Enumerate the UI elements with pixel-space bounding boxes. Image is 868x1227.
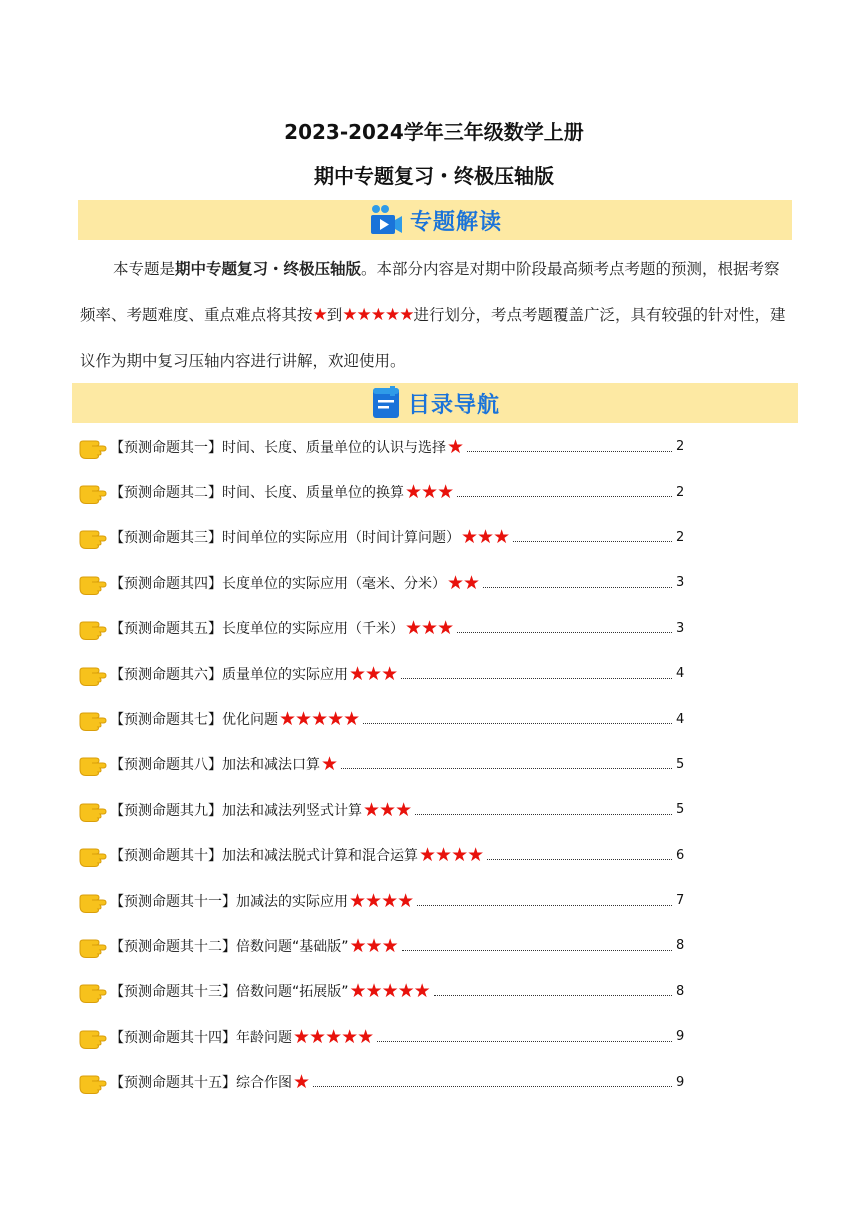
intro-bold-text: 期中专题复习・终极压轴版 — [175, 260, 362, 278]
intro-text-4: 进行划分，考点考题覆盖广泛，具有较强的针对性，建议作为期中复习压轴内容进行讲解，欢迎使用。 — [80, 306, 786, 370]
toc-item[interactable] — [78, 606, 688, 651]
intro-text-3: 到 — [326, 306, 343, 324]
pointing-hand-icon — [78, 798, 108, 822]
dot-leader — [434, 994, 672, 996]
toc-item[interactable] — [78, 878, 688, 923]
toc-page-number: 8 — [676, 983, 685, 999]
intro-paragraph — [80, 246, 790, 384]
toc-page-number: 7 — [676, 893, 685, 909]
dot-leader — [467, 450, 672, 452]
pointing-hand-icon — [78, 435, 108, 459]
intro-text-2: 。本部分内容是对期中阶段最高频考点考题的预测，根据考察频率、考题难度、重点难点将其按 — [80, 260, 780, 324]
toc-item-title: 【预测命题其二】时间、长度、质量单位的换算 — [110, 485, 404, 502]
pointing-hand-icon — [78, 662, 108, 686]
dot-leader — [457, 631, 672, 633]
dot-leader — [401, 677, 672, 679]
pointing-hand-icon — [78, 1025, 108, 1049]
pointing-hand-icon — [78, 752, 108, 776]
toc-item[interactable] — [78, 1014, 688, 1059]
toc-item[interactable] — [78, 469, 688, 514]
star-rating: ★★★★ — [349, 889, 414, 912]
pointing-hand-icon — [78, 889, 108, 913]
toc-page-number: 2 — [676, 529, 685, 545]
video-camera-icon — [368, 202, 404, 238]
dot-leader — [483, 586, 672, 588]
pointing-hand-icon — [78, 571, 108, 595]
star-rating-max: ★★★★★ — [342, 305, 414, 325]
toc-page-number: 3 — [676, 575, 685, 591]
intro-text-1: 本专题是 — [113, 260, 176, 278]
toc-page-number: 9 — [676, 1074, 685, 1090]
pointing-hand-icon — [78, 480, 108, 504]
star-rating: ★ — [293, 1071, 310, 1094]
toc-page-number: 2 — [676, 439, 685, 455]
toc-item[interactable] — [78, 1059, 688, 1104]
toc-item-title: 【预测命题其十二】倍数问题“基础版” — [110, 938, 349, 955]
toc-page-number: 6 — [676, 847, 685, 863]
pointing-hand-icon — [78, 616, 108, 640]
document-subtitle: 期中专题复习・终极压轴版 — [314, 164, 554, 188]
toc-item[interactable] — [78, 424, 688, 469]
toc-item-title: 【预测命题其十五】综合作图 — [110, 1075, 292, 1092]
toc-item[interactable] — [78, 833, 688, 878]
toc-item[interactable] — [78, 742, 688, 787]
toc-item[interactable] — [78, 923, 688, 968]
star-rating: ★★★ — [461, 526, 510, 549]
toc-item[interactable] — [78, 560, 688, 605]
dot-leader — [363, 722, 672, 724]
toc-page-number: 5 — [676, 756, 685, 772]
toc-item-title: 【预测命题其六】质量单位的实际应用 — [110, 666, 348, 683]
dot-leader — [417, 904, 672, 906]
star-rating: ★★★★ — [419, 844, 484, 867]
pointing-hand-icon — [78, 707, 108, 731]
toc-item-title: 【预测命题其一】时间、长度、质量单位的认识与选择 — [110, 439, 446, 456]
toc-item-title: 【预测命题其三】时间单位的实际应用（时间计算问题） — [110, 530, 460, 547]
dot-leader — [313, 1085, 672, 1087]
star-rating: ★★★ — [349, 662, 398, 685]
toc-item[interactable] — [78, 787, 688, 832]
pointing-hand-icon — [78, 934, 108, 958]
pointing-hand-icon — [78, 525, 108, 549]
star-rating-min: ★ — [312, 305, 327, 325]
toc-item-title: 【预测命题其五】长度单位的实际应用（千米） — [110, 621, 404, 638]
star-rating: ★★★ — [405, 481, 454, 504]
toc-item-title: 【预测命题其十一】加减法的实际应用 — [110, 893, 348, 910]
toc-item-title: 【预测命题其八】加法和减法口算 — [110, 757, 320, 774]
pointing-hand-icon — [78, 979, 108, 1003]
toc-item[interactable] — [78, 969, 688, 1014]
toc-item-title: 【预测命题其七】优化问题 — [110, 712, 278, 729]
star-rating: ★★★ — [405, 617, 454, 640]
toc-page-number: 9 — [676, 1029, 685, 1045]
star-rating: ★★★ — [349, 934, 398, 957]
star-rating: ★★★★★ — [279, 708, 360, 731]
toc-page-number: 4 — [676, 711, 685, 727]
toc-page-number: 3 — [676, 620, 685, 636]
star-rating: ★★★ — [363, 798, 412, 821]
toc-item-title: 【预测命题其四】长度单位的实际应用（毫米、分米） — [110, 575, 446, 592]
star-rating: ★★ — [447, 571, 480, 594]
toc-page-number: 2 — [676, 484, 685, 500]
dot-leader — [513, 540, 672, 542]
table-of-contents — [78, 424, 688, 1105]
dot-leader — [457, 495, 672, 497]
toc-item-title: 【预测命题其十三】倍数问题“拓展版” — [110, 984, 349, 1001]
dot-leader — [487, 858, 672, 860]
dot-leader — [341, 767, 672, 769]
toc-item[interactable] — [78, 696, 688, 741]
toc-item[interactable] — [78, 651, 688, 696]
dot-leader — [402, 949, 672, 951]
book-icon — [370, 386, 402, 420]
dot-leader — [377, 1040, 672, 1042]
document-title: 2023-2024学年三年级数学上册 — [284, 120, 584, 144]
toc-page-number: 8 — [676, 938, 685, 954]
star-rating: ★ — [447, 435, 464, 458]
section-heading-intro: 专题解读 — [409, 209, 502, 235]
pointing-hand-icon — [78, 843, 108, 867]
toc-item-title: 【预测命题其十四】年龄问题 — [110, 1029, 292, 1046]
section-banner-toc — [72, 383, 798, 423]
pointing-hand-icon — [78, 1070, 108, 1094]
section-heading-toc: 目录导航 — [407, 392, 500, 418]
section-banner-intro — [78, 200, 792, 240]
dot-leader — [415, 813, 672, 815]
star-rating: ★★★★★ — [293, 1025, 374, 1048]
toc-item-title: 【预测命题其十】加法和减法脱式计算和混合运算 — [110, 848, 418, 865]
toc-item-title: 【预测命题其九】加法和减法列竖式计算 — [110, 802, 362, 819]
star-rating: ★ — [321, 753, 338, 776]
star-rating: ★★★★★ — [349, 980, 430, 1003]
toc-page-number: 4 — [676, 666, 685, 682]
toc-item[interactable] — [78, 515, 688, 560]
toc-page-number: 5 — [676, 802, 685, 818]
